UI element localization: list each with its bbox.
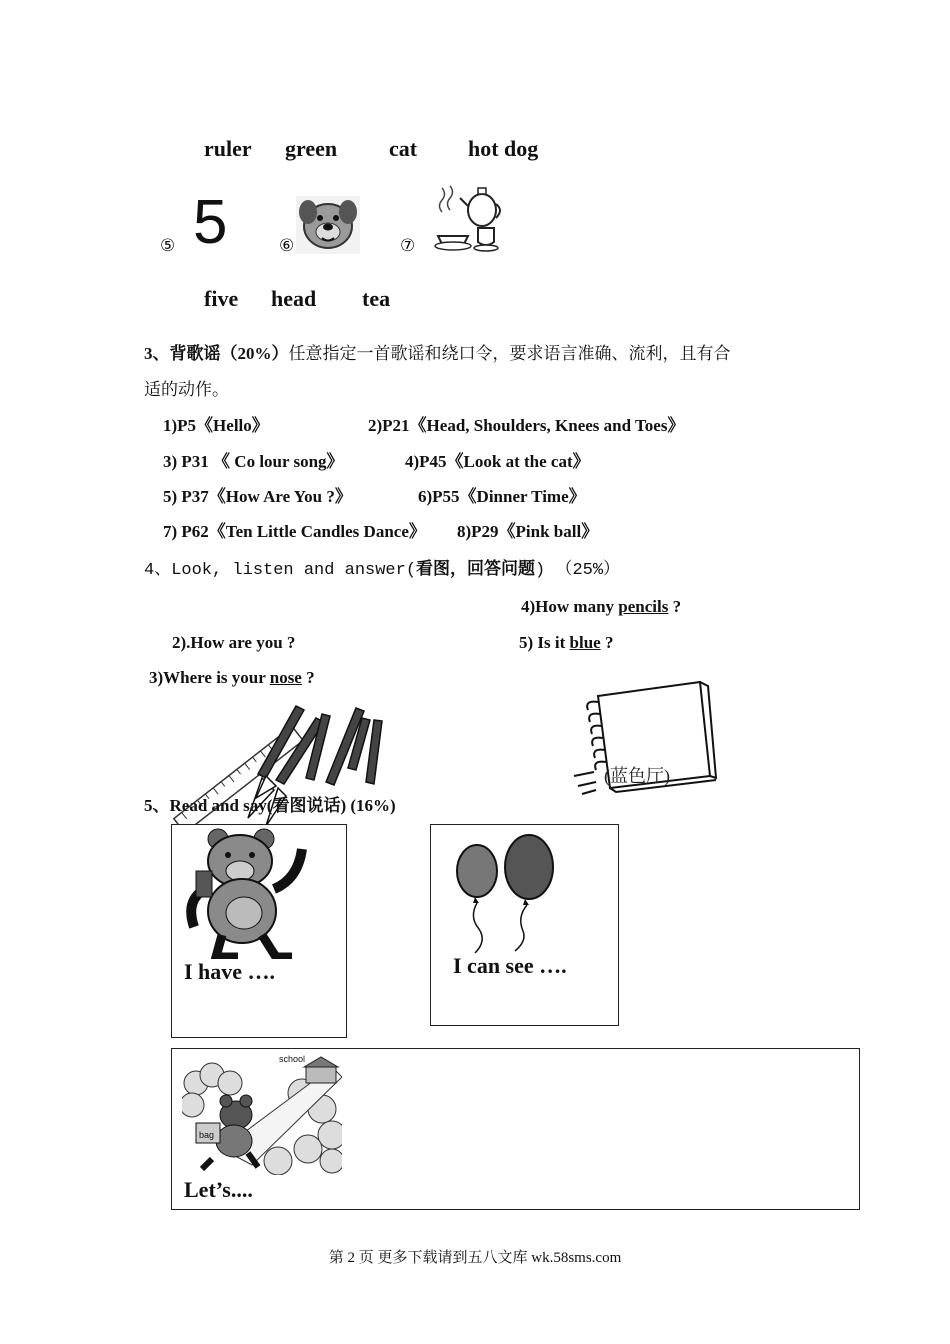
section3-heading	[144, 339, 731, 364]
question-3-mark: ?	[301, 668, 315, 687]
song-item-3: 3) P31 《 Co lour song》	[163, 452, 344, 471]
song-item-4: 4)P45《Look at the cat》	[405, 452, 590, 471]
dog-head-icon	[296, 196, 360, 254]
section5-heading: 5、Read and say(看图说话) (16%)	[144, 796, 396, 815]
balloons-icon	[451, 831, 561, 955]
section4-title: 4、Look, listen and answer(	[144, 561, 417, 580]
song-item-2: 2)P21《Head, Shoulders, Knees and Toes》	[368, 416, 685, 435]
song-item-1: 1)P5《Hello》	[163, 416, 269, 435]
song-item-7: 7) P62《Ten Little Candles Dance》	[163, 522, 426, 541]
word-hot-dog: hot dog	[468, 136, 539, 161]
word-tea: tea	[362, 286, 391, 311]
bear-icon	[182, 827, 318, 959]
song-item-6: 6)P55《Dinner Time》	[418, 487, 586, 506]
question-5-mark: ?	[600, 633, 614, 652]
picture-box-bear	[171, 824, 347, 1038]
word-head: head	[271, 286, 317, 311]
caption-i-have: I have ….	[184, 959, 276, 984]
question-4-mark: ?	[668, 597, 682, 616]
word-green: green	[285, 136, 338, 161]
question-4-blank: pencils	[618, 597, 669, 616]
picture-box-balloons	[430, 824, 619, 1026]
section3-instruction-line2: 适的动作。	[144, 380, 229, 399]
question-4-text: 4)How many	[521, 597, 619, 616]
section3-title: 3、背歌谣（20%）	[144, 344, 289, 363]
bag-label: bag	[199, 1130, 215, 1140]
school-scene-icon	[182, 1053, 342, 1175]
word-ruler: ruler	[204, 136, 252, 161]
caption-i-can-see: I can see ….	[453, 953, 567, 978]
section4-percent: ) （25%）	[535, 561, 621, 580]
question-2: 2).How are you ?	[172, 633, 296, 652]
word-cat: cat	[389, 136, 418, 161]
section4-title-cn: 看图，回答问题	[416, 559, 536, 579]
song-item-8: 8)P29《Pink ball》	[457, 522, 599, 541]
section3-instruction: 任意指定一首歌谣和绕口令，要求语言准确、流利，且有合	[288, 344, 731, 363]
circled-number-6: ⑥	[279, 236, 295, 255]
song-item-5: 5) P37《How Are You ?》	[163, 487, 352, 506]
question-5-text: 5) Is it	[519, 633, 570, 652]
teapot-icon	[434, 182, 506, 254]
question-4	[521, 597, 681, 617]
school-sign: school	[279, 1054, 306, 1064]
question-5	[519, 633, 613, 653]
picture-box-school	[171, 1048, 860, 1210]
question-5-blank: blue	[569, 633, 601, 652]
section4-heading	[144, 554, 620, 580]
page-footer: 第 2 页 更多下载请到五八文库 wk.58sms.com	[328, 1250, 622, 1266]
circled-number-7: ⑦	[400, 236, 416, 255]
question-3-text: 3)Where is your	[149, 668, 270, 687]
digit-five: 5	[193, 188, 228, 257]
caption-lets: Let’s....	[184, 1177, 253, 1202]
notebook-label: (蓝色厅)	[604, 766, 670, 786]
word-five: five	[204, 286, 239, 311]
question-3	[149, 668, 315, 688]
circled-number-5: ⑤	[160, 236, 176, 255]
question-3-blank: nose	[269, 668, 302, 687]
